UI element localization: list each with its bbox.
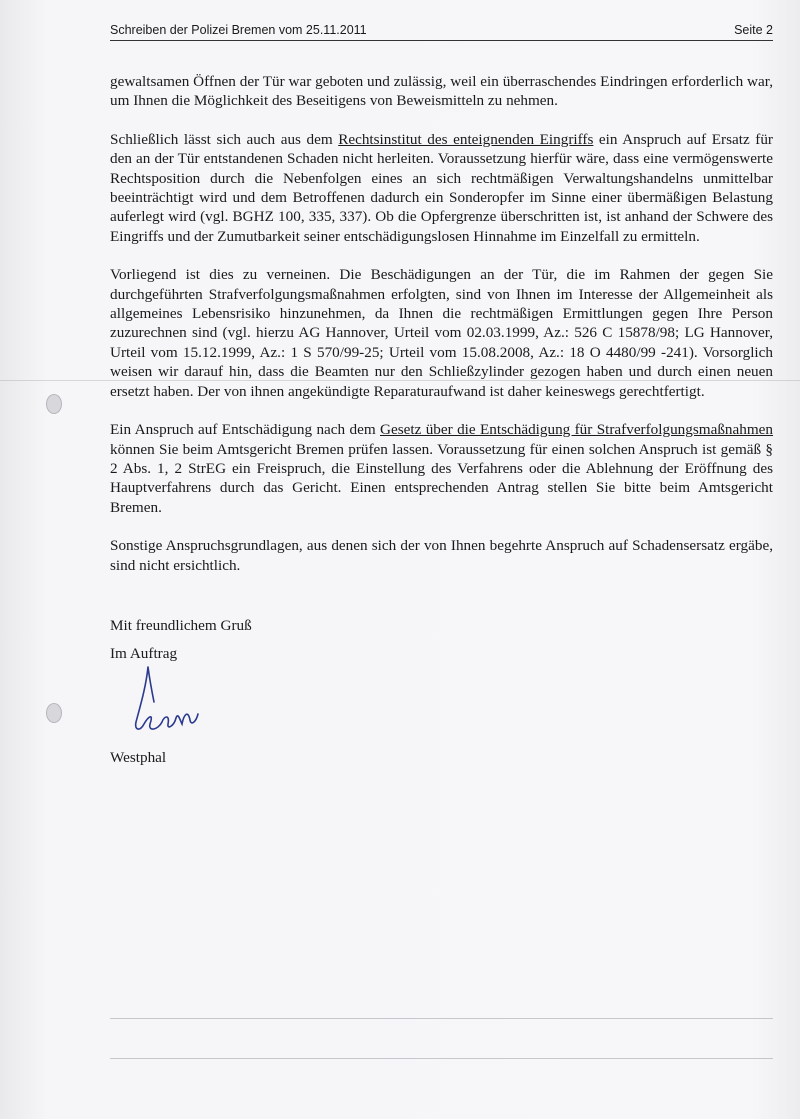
paragraph-2-text-b: ein Anspruch auf Ersatz für den an der Tür entstandenen Schaden nicht herleiten. Voraussetzung hierfür wäre, dass eine vermögenswerte Rechtsposition durch die Nebenfolgen eines an sich rechtmäßigen Verwaltungshandelns unmittelbar beeinträchtigt wird und dem Betroffenen dadurch ein Sonderopfer im Sinne einer übermäßigen Belastung auferlegt wird (vgl. BGHZ 100, 335, 337). Ob die Opfergrenze überschritten ist, ist anhand der Schwere des Eingriffs und der Zumutbarkeit seiner entschädigungslosen Hinnahme im Einzelfall zu ermitteln.: [110, 130, 773, 245]
header-page-number: Seite 2: [734, 23, 773, 37]
legal-term-streg: Gesetz über die Entschädigung für Strafverfolgungsmaßnahmen: [380, 421, 773, 439]
closing-on-behalf: Im Auftrag: [110, 645, 178, 662]
closing-greeting: Mit freundlichem Gruß: [110, 617, 252, 634]
paragraph-4-text-b: können Sie beim Amtsgericht Bremen prüfen lassen. Voraussetzung für einen solchen Anspruch ist gemäß § 2 Abs. 1, 2 StrEG ein Freispruch, die Einstellung des Verfahrens oder die Ablehnung der Eröffnung des Hauptverfahrens durch das Gericht. Einen entsprechenden Antrag stellen Sie bitte beim Amtsgericht Bremen.: [110, 440, 773, 516]
punch-hole-upper: [46, 394, 62, 414]
handwritten-signature: [118, 662, 228, 752]
paragraph-2: [110, 130, 773, 246]
paragraph-5: Sonstige Anspruchsgrundlagen, aus denen sich der von Ihnen begehrte Anspruch auf Schadensersatz ergäbe, sind nicht ersichtlich.: [110, 537, 773, 574]
legal-term-enteignender-eingriff: Rechtsinstitut des enteignenden Eingriffs: [338, 130, 594, 148]
paragraph-3: Vorliegend ist dies zu verneinen. Die Beschädigungen an der Tür, die im Rahmen der gegen Sie durchgeführten Strafverfolgungsmaßnahmen erfolgten, sind von Ihnen im Interesse der Allgemeinheit als allgemeines Lebensrisiko hinzunehmen, da Ihnen die rechtmäßigen Ermittlungen gegen Ihre Person zuzurechnen sind (vgl. hierzu AG Hannover, Urteil vom 02.03.1999, Az.: 526 C 15878/98; LG Hannover, Urteil vom 15.12.1999, Az.: 1 S 570/99-25; Urteil vom 15.08.2008, Az.: 18 O 4480/99 -241). Vorsorglich weisen wir darauf hin, dass die Beamten nur den Schließzylinder gezogen haben und durch einen neuen ersetzt haben. Der von ihnen angekündigte Reparaturaufwand ist daher keineswegs gerechtfertigt.: [110, 266, 773, 400]
paragraph-4: [110, 420, 773, 517]
faded-footer-top-rule: [110, 1018, 773, 1059]
paragraph-2-text-a: Schließlich lässt sich auch aus dem: [110, 130, 339, 148]
signer-name: Westphal: [110, 749, 167, 766]
letter-body: [110, 72, 773, 594]
page-header: [110, 22, 773, 41]
header-letter-reference: Schreiben der Polizei Bremen vom 25.11.2011: [110, 23, 367, 37]
punch-hole-lower: [46, 703, 62, 723]
faded-footer-bottom-rule: [110, 1058, 773, 1059]
paragraph-4-text-a: Ein Anspruch auf Entschädigung nach dem: [110, 421, 381, 439]
paragraph-1: gewaltsamen Öffnen der Tür war geboten und zulässig, weil ein überraschendes Eindringen erforderlich war, um Ihnen die Möglichkeit des Beseitigens von Beweismitteln zu nehmen.: [110, 73, 773, 110]
